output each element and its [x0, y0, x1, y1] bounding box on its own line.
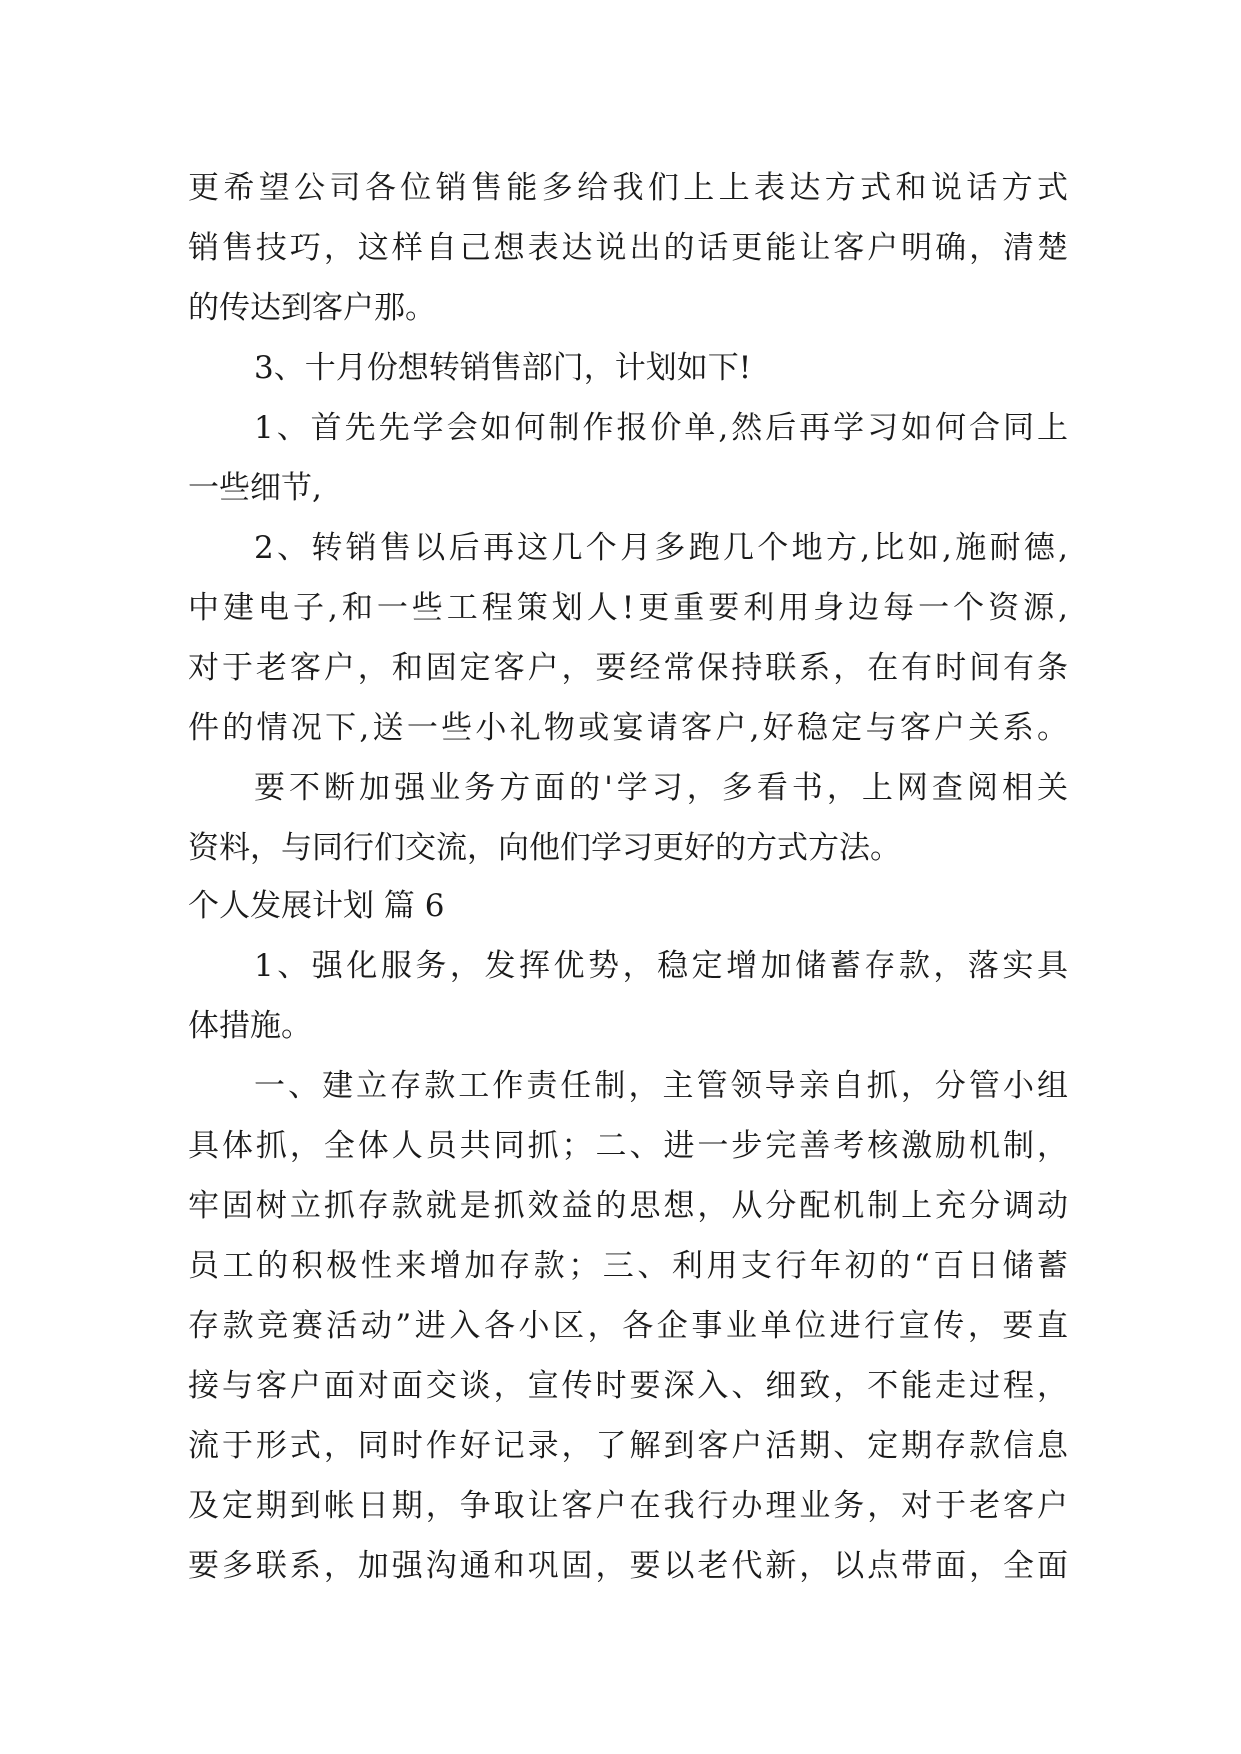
body-text-line: 一、建立存款工作责任制，主管领导亲自抓，分管小组 — [254, 1068, 1068, 1104]
body-text-line: 及定期到帐日期，争取让客户在我行办理业务，对于老客户 — [188, 1488, 1068, 1524]
body-text-line: 要多联系，加强沟通和巩固，要以老代新，以点带面，全面 — [188, 1548, 1068, 1584]
section-heading: 个人发展计划 篇 6 — [188, 888, 445, 924]
body-text-line: 的传达到客户那。 — [188, 290, 436, 326]
body-text-line: 接与客户面对面交谈，宣传时要深入、细致，不能走过程， — [188, 1368, 1068, 1404]
body-text-line: 1、首先先学会如何制作报价单,然后再学习如何合同上 — [254, 410, 1068, 446]
body-text-line: 1、强化服务，发挥优势，稳定增加储蓄存款，落实具 — [254, 948, 1068, 984]
body-text-line: 中建电子,和一些工程策划人!更重要利用身边每一个资源, — [188, 590, 1068, 626]
body-text-line: 存款竞赛活动”进入各小区，各企事业单位进行宣传，要直 — [188, 1308, 1068, 1344]
body-text-line: 要不断加强业务方面的'学习，多看书，上网查阅相关 — [254, 770, 1068, 806]
body-text-line: 对于老客户，和固定客户，要经常保持联系，在有时间有条 — [188, 650, 1068, 686]
body-text-line: 资料，与同行们交流，向他们学习更好的方式方法。 — [188, 830, 901, 866]
body-text-line: 一些细节, — [188, 470, 322, 506]
body-text-line: 员工的积极性来增加存款；三、利用支行年初的“百日储蓄 — [188, 1248, 1068, 1284]
body-text-line: 牢固树立抓存款就是抓效益的思想，从分配机制上充分调动 — [188, 1188, 1068, 1224]
body-text-line: 件的情况下,送一些小礼物或宴请客户,好稳定与客户关系。 — [188, 710, 1068, 746]
body-text-line: 更希望公司各位销售能多给我们上上表达方式和说话方式 — [188, 170, 1068, 206]
body-text-line: 体措施。 — [188, 1008, 312, 1044]
body-text-line: 销售技巧，这样自己想表达说出的话更能让客户明确，清楚 — [188, 230, 1068, 266]
body-text-line: 具体抓，全体人员共同抓；二、进一步完善考核激励机制， — [188, 1128, 1068, 1164]
body-text-line: 3、十月份想转销售部门，计划如下! — [254, 350, 752, 386]
body-text-line: 2、转销售以后再这几个月多跑几个地方,比如,施耐德, — [254, 530, 1068, 566]
body-text-line: 流于形式，同时作好记录，了解到客户活期、定期存款信息 — [188, 1428, 1068, 1464]
